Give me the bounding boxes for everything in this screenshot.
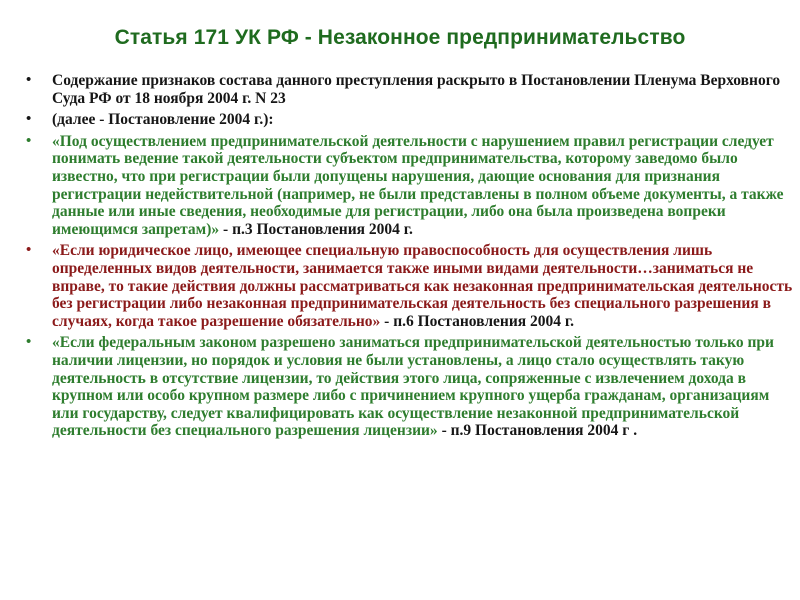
bullet-icon: • — [26, 111, 32, 128]
bullet-icon: • — [26, 242, 32, 259]
item-text: (далее - Постановление 2004 г.): — [52, 111, 274, 129]
list-item — [26, 133, 794, 239]
list-item — [26, 111, 794, 129]
list-item — [26, 72, 794, 107]
slide-title: Статья 171 УК РФ - Незаконное предпринимательство — [114, 26, 686, 49]
reference-text: - п.6 Постановления 2004 г. — [380, 312, 575, 330]
bullet-icon: • — [26, 334, 32, 351]
quote-text: «Если юридическое лицо, имеющее специальную правоспособность для осуществления лишь определенных видов деятельности, занимается также иными видами деятельности…заниматься не вправе, то такие действия должны рассматриваться как незаконная предпринимательская деятельность без регистрации либо незаконная предпринимательская деятельность без специального разрешения в случаях, когда такое разрешение обязательно» — [52, 242, 793, 330]
reference-text: - п.9 Постановления 2004 г . — [437, 422, 638, 440]
bullet-icon: • — [26, 132, 32, 149]
reference-text: - п.3 Постановления 2004 г. — [219, 220, 413, 238]
item-text: Содержание признаков состава данного преступления раскрыто в Постановлении Пленума Верховного Суда РФ от 18 ноября 2004 г. N 23 — [52, 72, 781, 107]
quote-text: «Под осуществлением предпринимательской деятельности с нарушением правил регистрации следует понимать ведение такой деятельности субъектом предпринимательства, которому заведомо было известно, что при регистрации были допущены нарушения, дающие основания для признания регистрации недействительной (например, не были представлены в полном объеме документы, а также данные или иные сведения, необходимые для регистрации, либо она была произведена вопреки имеющимся запретам)» — [52, 132, 784, 238]
quote-text: «Если федеральным законом разрешено заниматься предпринимательской деятельностью только при наличии лицензии, но порядок и условия не были установлены, а лицо стало осуществлять такую деятельность в отсутствие лицензии, то действия этого лица, сопряженные с извлечением дохода в крупном или особо крупном размере либо с причинением крупного ущерба гражданам, организациям или государству, следует квалифицировать как осуществление незаконной предпринимательской деятельности без специального разрешения лицензии» — [52, 334, 774, 440]
bullet-list — [26, 72, 794, 444]
list-item — [26, 242, 794, 330]
list-item — [26, 334, 794, 440]
bullet-icon: • — [26, 72, 32, 88]
